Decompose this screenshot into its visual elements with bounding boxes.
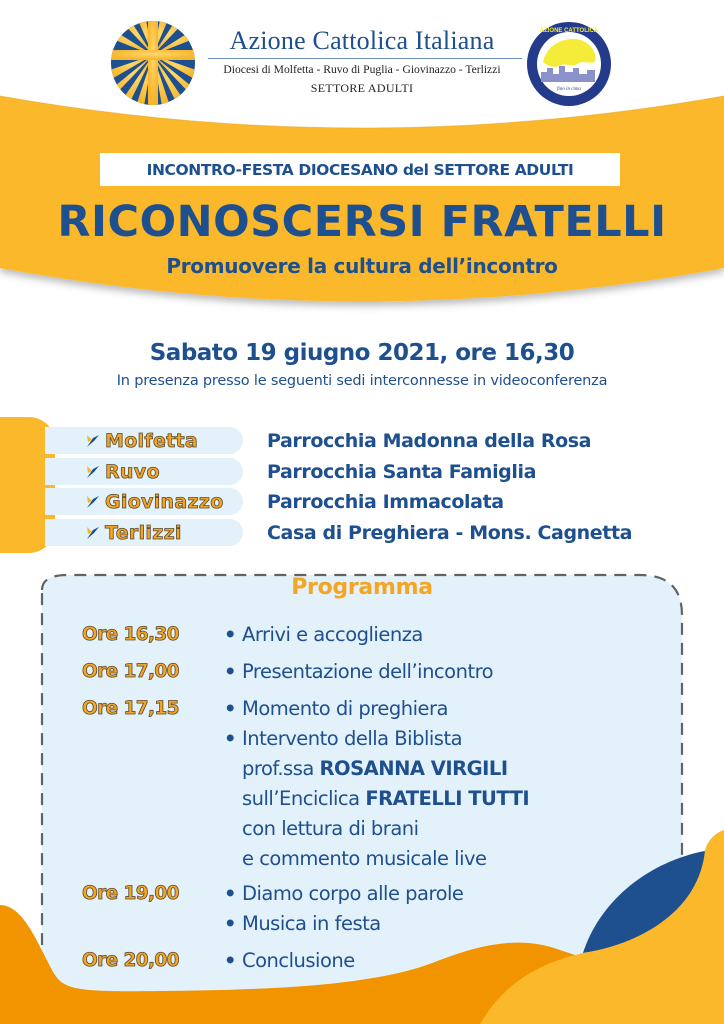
item-text: Arrivi e accoglienza <box>242 623 423 646</box>
location-row <box>45 457 685 488</box>
item-text: Presentazione dell’incontro <box>242 660 494 683</box>
event-type-label: INCONTRO-FESTA DIOCESANO del SETTORE ADULTI <box>100 153 620 186</box>
item-text: Musica in festa <box>242 912 381 935</box>
star-cross-icon <box>85 433 101 449</box>
svg-text:fino in cima: fino in cima <box>557 87 581 92</box>
organization-header <box>200 26 524 98</box>
city-name: Ruvo <box>105 460 160 483</box>
schedule-item <box>224 724 642 754</box>
schedule-time: Ore 19,00 <box>82 883 179 904</box>
schedule-entry <box>82 694 642 874</box>
event-subtitle: Promuovere la cultura dell’incontro <box>166 254 558 278</box>
bullet-icon: • <box>224 912 236 935</box>
bullet-icon: • <box>224 660 236 683</box>
city-name: Giovinazzo <box>105 491 224 514</box>
location-city <box>85 430 265 452</box>
location-city <box>85 491 265 513</box>
location-city <box>85 522 265 544</box>
event-date-time: Sabato 19 giugno 2021, ore 16,30 <box>149 340 575 366</box>
svg-text:AZIONE CATTOLICA: AZIONE CATTOLICA <box>539 28 599 34</box>
location-venue: Parrocchia Santa Famiglia <box>267 460 537 483</box>
program-schedule <box>82 620 642 976</box>
locations-list <box>45 426 685 548</box>
reading-line: con lettura di brani <box>242 817 419 840</box>
location-venue: Parrocchia Immacolata <box>267 491 504 514</box>
schedule-item <box>224 879 642 909</box>
bullet-icon: • <box>224 949 236 972</box>
schedule-entry <box>82 879 642 939</box>
organization-name: Azione Cattolica Italiana <box>229 26 495 55</box>
schedule-time: Ore 20,00 <box>82 950 179 971</box>
location-row <box>45 487 685 518</box>
schedule-item <box>224 620 642 650</box>
location-venue: Parrocchia Madonna della Rosa <box>267 430 592 453</box>
bullet-icon: • <box>224 882 236 905</box>
music-line: e commento musicale live <box>242 847 487 870</box>
schedule-item <box>224 657 642 687</box>
schedule-entry <box>82 946 642 976</box>
event-title: RICONOSCERSI FRATELLI <box>57 197 667 247</box>
star-cross-icon <box>85 464 101 480</box>
cross-sunburst-icon <box>110 20 196 106</box>
schedule-time: Ore 17,15 <box>82 698 179 719</box>
speaker-line <box>224 754 642 784</box>
star-cross-icon <box>85 525 101 541</box>
bullet-icon: • <box>224 697 236 720</box>
star-cross-icon <box>85 494 101 510</box>
schedule-time: Ore 16,30 <box>82 624 179 645</box>
header-divider <box>208 58 522 59</box>
program-title: Programma <box>291 575 433 600</box>
city-name: Terlizzi <box>105 521 182 544</box>
schedule-item <box>224 909 642 939</box>
item-text: Intervento della Biblista <box>242 727 463 750</box>
city-name: Molfetta <box>105 430 199 453</box>
bullet-icon: • <box>224 623 236 646</box>
bullet-icon: • <box>224 727 236 750</box>
schedule-entry <box>82 657 642 687</box>
diocese-line: Diocesi di Molfetta - Ruvo di Puglia - Giovinazzo - Terlizzi <box>223 63 501 76</box>
ac-logo <box>110 20 196 106</box>
location-row <box>45 426 685 457</box>
location-row <box>45 518 685 549</box>
topic-name: FRATELLI TUTTI <box>365 787 530 810</box>
item-text: Momento di preghiera <box>242 697 448 720</box>
event-description: In presenza presso le seguenti sedi interconnesse in videoconferenza <box>116 373 608 389</box>
schedule-item <box>224 946 642 976</box>
location-city <box>85 461 265 483</box>
speaker-title: prof.ssa <box>242 757 314 780</box>
schedule-entry <box>82 620 642 650</box>
speaker-name: ROSANNA VIRGILI <box>319 757 508 780</box>
globe-emblem-icon <box>525 20 613 108</box>
schedule-item <box>224 694 642 724</box>
diocesan-ac-logo <box>525 20 613 108</box>
topic-prefix: sull’Enciclica <box>242 787 360 810</box>
location-venue: Casa di Preghiera - Mons. Cagnetta <box>267 521 633 544</box>
item-text: Diamo corpo alle parole <box>242 882 464 905</box>
item-text: Conclusione <box>242 949 355 972</box>
sector-label: SETTORE ADULTI <box>310 81 414 95</box>
schedule-time: Ore 17,00 <box>82 661 179 682</box>
topic-line <box>224 784 642 814</box>
